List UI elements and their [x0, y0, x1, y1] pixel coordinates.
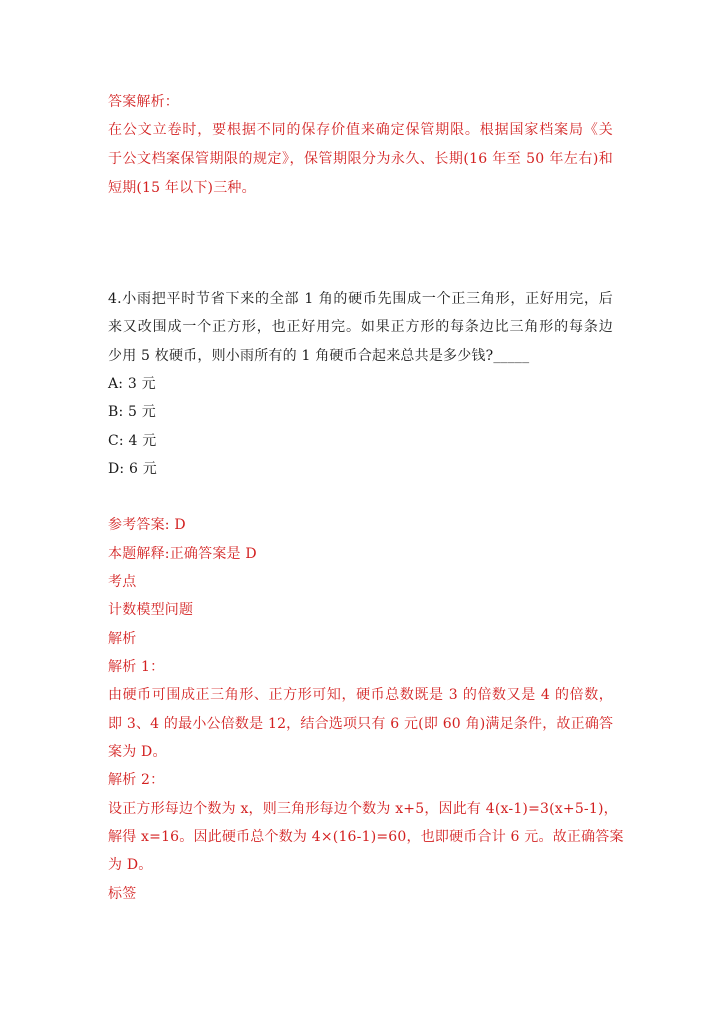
analysis2-line: 解得 x=16。因此硬币总个数为 4×(16-1)=60，也即硬币合计 6 元。故正确答案 [108, 829, 624, 845]
analysis2-line: 设正方形每边个数为 x，则三角形每边个数为 x+5，因此有 4(x-1)=3(x+5-1)， [108, 801, 618, 817]
prev-answer-line: 在公文立卷时，要根据不同的保存价值来确定保管期限。根据国家档案局《关 [108, 122, 613, 138]
analysis1-line: 即 3、4 的最小公倍数是 12，结合选项只有 6 元(即 60 角)满足条件，故正确答 [108, 716, 614, 732]
prev-answer-line: 于公文档案保管期限的规定》，保管期限分为永久、长期(16 年至 50 年左右)和 [108, 151, 613, 167]
analysis1-line: 由硬币可围成正三角形、正方形可知，硬币总数既是 3 的倍数又是 4 的倍数， [108, 687, 613, 703]
answer-explanation: 本题解释:正确答案是 D [108, 546, 257, 562]
analysis1-label: 解析 1： [108, 659, 165, 675]
question-text-line: 来又改围成一个正方形，也正好用完。如果正方形的每条边比三角形的每条边 [108, 319, 613, 335]
kaodian-label: 考点 [108, 574, 137, 590]
question-text-line: 少用 5 枚硬币，则小雨所有的 1 角硬币合起来总共是多少钱?_____ [108, 348, 530, 364]
prev-answer-line: 短期(15 年以下)三种。 [108, 180, 256, 196]
option-b: B: 5 元 [108, 404, 157, 420]
analysis1-line: 案为 D。 [108, 744, 167, 760]
analysis-label: 解析 [108, 631, 137, 647]
tag-label: 标签 [108, 886, 137, 902]
question-text-line: 4.小雨把平时节省下来的全部 1 角的硬币先围成一个正三角形，正好用完，后 [108, 291, 613, 307]
analysis2-line: 为 D。 [108, 857, 153, 873]
option-c: C: 4 元 [108, 433, 157, 449]
analysis2-label: 解析 2： [108, 772, 165, 788]
reference-answer: 参考答案: D [108, 517, 186, 533]
option-a: A: 3 元 [108, 376, 156, 392]
prev-answer-heading: 答案解析： [108, 94, 179, 110]
kaodian-value: 计数模型问题 [108, 602, 194, 618]
option-d: D: 6 元 [108, 461, 157, 477]
